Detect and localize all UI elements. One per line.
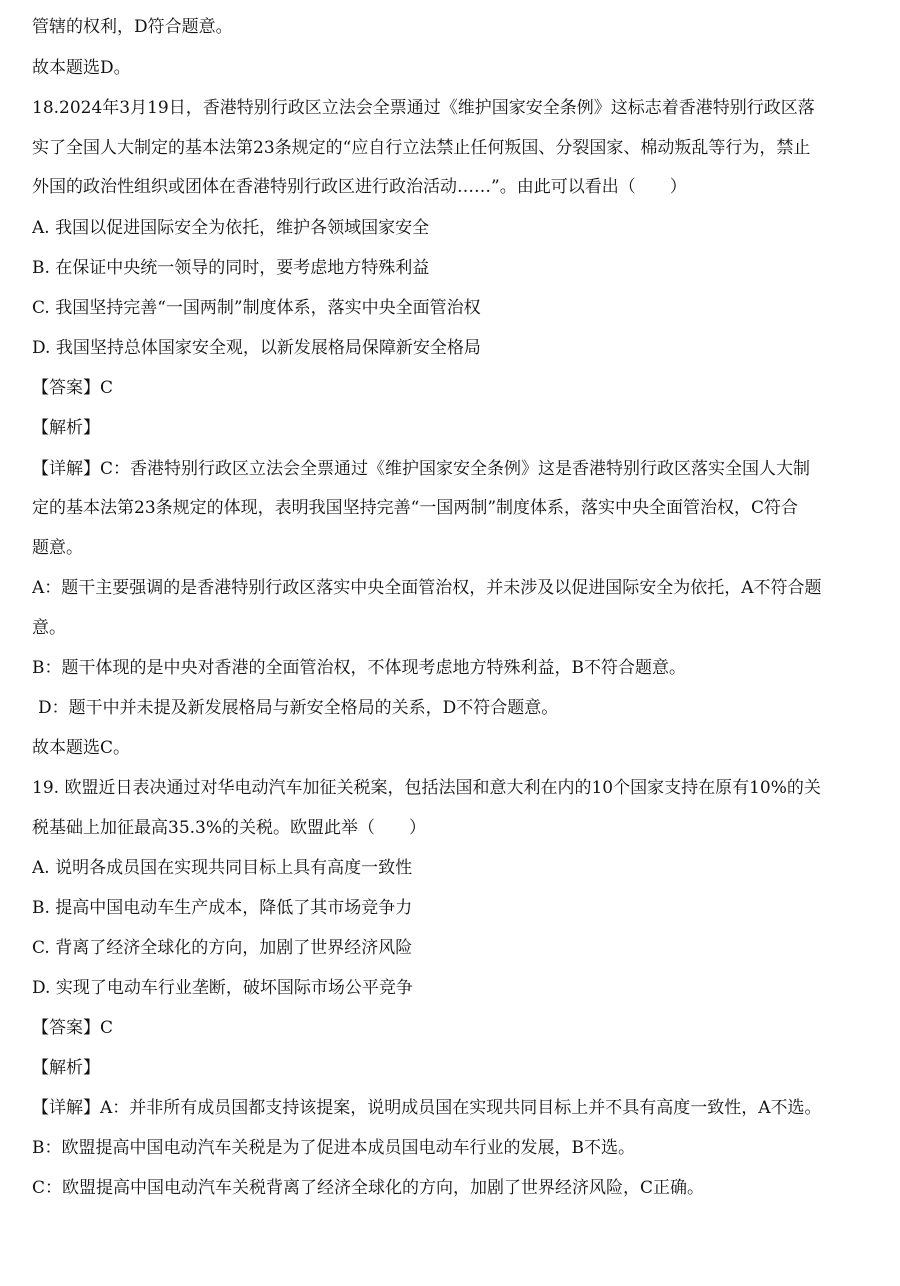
explanation-text: A：题干主要强调的是香港特别行政区落实中央全面管治权，并未涉及以促进国际安全为依托，A不符合题 (32, 578, 822, 598)
option-d: D. 我国坚持总体国家安全观，以新发展格局保障新安全格局 (32, 338, 481, 358)
option-c: C. 背离了经济全球化的方向，加剧了世界经济风险 (32, 938, 413, 958)
explanation-text: B：欧盟提高中国电动汽车关税是为了促进本成员国电动车行业的发展，B不选。 (32, 1138, 635, 1158)
text-line: 故本题选D。 (32, 58, 131, 78)
question-19-stem: 税基础上加征最高35.3%的关税。欧盟此举（ ） (32, 818, 427, 838)
answer-label: 【答案】C (32, 378, 114, 398)
explanation-text: 定的基本法第23条规定的体现，表明我国坚持完善“一国两制”制度体系，落实中央全面管治权，C符合 (32, 498, 799, 518)
option-b: B. 提高中国电动车生产成本，降低了其市场竞争力 (32, 898, 413, 918)
question-18-stem: 外国的政治性组织或团体在香港特别行政区进行政治活动……”。由此可以看出（ ） (32, 177, 687, 197)
explanation-text: 【详解】A：并非所有成员国都支持该提案，说明成员国在实现共同目标上并不具有高度一致性，A不选。 (32, 1098, 822, 1118)
explanation-text: 题意。 (32, 538, 83, 558)
option-d: D. 实现了电动车行业垄断，破坏国际市场公平竞争 (32, 978, 413, 998)
explanation-text: B：题干体现的是中央对香港的全面管治权，不体现考虑地方特殊利益，B不符合题意。 (32, 658, 686, 678)
explanation-text: C：欧盟提高中国电动汽车关税背离了经济全球化的方向，加剧了世界经济风险，C正确。 (32, 1178, 705, 1198)
explanation-text: D：题干中并未提及新发展格局与新安全格局的关系，D不符合题意。 (38, 698, 559, 718)
option-a: A. 我国以促进国际安全为依托，维护各领域国家安全 (32, 218, 430, 238)
option-c: C. 我国坚持完善“一国两制”制度体系，落实中央全面管治权 (32, 298, 481, 318)
option-b: B. 在保证中央统一领导的同时，要考虑地方特殊利益 (32, 258, 430, 278)
analysis-label: 【解析】 (32, 1058, 100, 1078)
analysis-label: 【解析】 (32, 418, 100, 438)
explanation-text: 意。 (32, 618, 66, 638)
question-18-stem: 实了全国人大制定的基本法第23条规定的“应自行立法禁止任何叛国、分裂国家、棉动叛乱等行为，禁止 (32, 138, 811, 158)
answer-label: 【答案】C (32, 1018, 114, 1038)
option-a: A. 说明各成员国在实现共同目标上具有高度一致性 (32, 858, 413, 878)
question-19-stem: 19. 欧盟近日表决通过对华电动汽车加征关税案，包括法国和意大利在内的10个国家支持在原有10%的关 (32, 778, 821, 798)
text-line: 故本题选C。 (32, 738, 131, 758)
explanation-text: 【详解】C：香港特别行政区立法会全票通过《维护国家安全条例》这是香港特别行政区落实全国人大制 (32, 459, 811, 479)
question-18-stem: 18.2024年3月19日，香港特别行政区立法会全票通过《维护国家安全条例》这标志着香港特别行政区落 (32, 98, 815, 118)
text-line: 管辖的权利，D符合题意。 (32, 17, 233, 37)
